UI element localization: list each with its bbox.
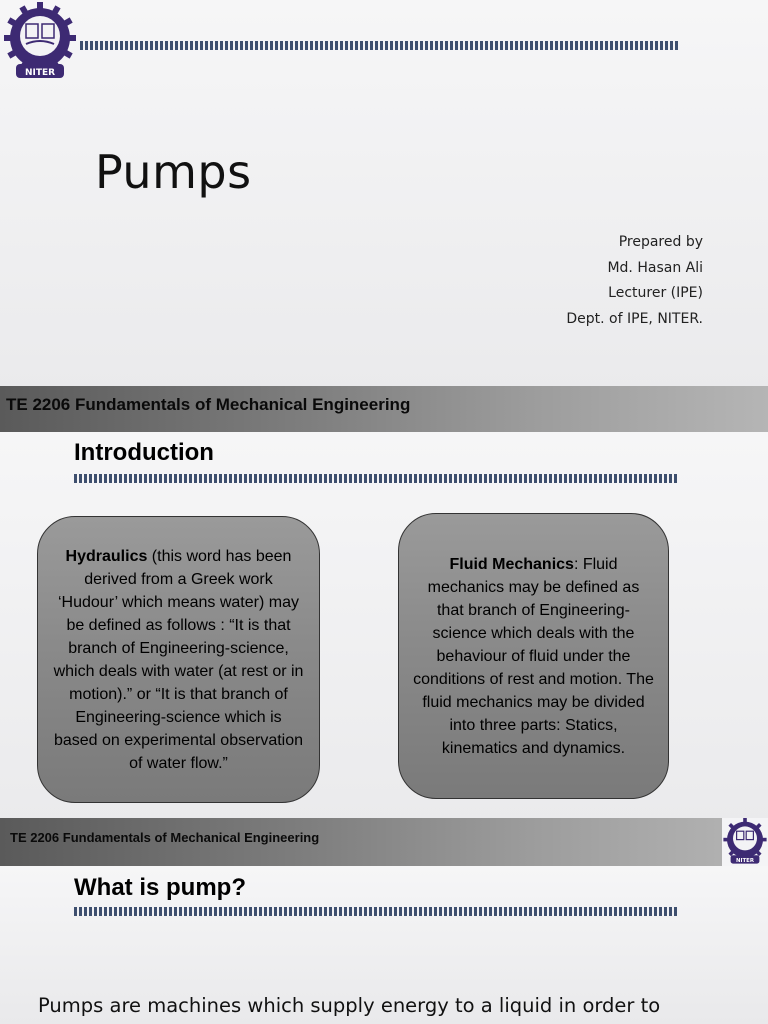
introduction-slide [0, 432, 768, 866]
logo-text: NITER [24, 68, 56, 78]
course-footer-bar [0, 818, 768, 866]
author-block [566, 230, 703, 332]
niter-logo-small [722, 818, 768, 866]
course-footer-bar [0, 386, 768, 432]
decorative-rule [80, 41, 678, 50]
author-department: Dept. of IPE, NITER. [566, 310, 703, 327]
fluid-mechanics-card [398, 513, 669, 799]
author-position: Lecturer (IPE) [608, 285, 703, 301]
prepared-by-line: Prepared by [618, 234, 703, 250]
decorative-rule [74, 907, 677, 916]
fluid-mechanics-term: Fluid Mechanics [449, 555, 574, 573]
fluid-mechanics-definition: : Fluid mechanics may be defined as that branch of Engineering-science which deals with the behaviour of fluid under the conditions of rest and motion. The fluid mechanics may be divided into three parts: Statics, kinematics and dynamics. [413, 555, 654, 757]
slide-heading: What is pump? [74, 874, 246, 901]
niter-logo [4, 2, 76, 86]
title-slide [0, 0, 768, 432]
author-name: Md. Hasan Ali [607, 259, 703, 276]
logo-text: NITER [735, 857, 755, 864]
hydraulics-term: Hydraulics [65, 547, 148, 565]
pump-definition-text: Pumps are machines which supply energy to a liquid in order to [38, 994, 661, 1017]
presentation-title: Pumps [95, 145, 252, 199]
hydraulics-definition: (this word has been derived from a Greek work ‘Hudour’ which means water) may be defined as follows : “It is that branch of Engineering-science, which deals with water (at rest or in motion).” or “It is that branch of Engineering-science which is based on experimental observation of water flow.” [53, 547, 304, 772]
hydraulics-card [37, 516, 320, 803]
decorative-rule [74, 474, 677, 483]
slide-heading: Introduction [74, 439, 214, 466]
course-footer-text: TE 2206 Fundamentals of Mechanical Engineering [6, 395, 411, 414]
what-is-pump-slide [0, 866, 768, 1024]
course-footer-text: TE 2206 Fundamentals of Mechanical Engineering [10, 830, 320, 845]
